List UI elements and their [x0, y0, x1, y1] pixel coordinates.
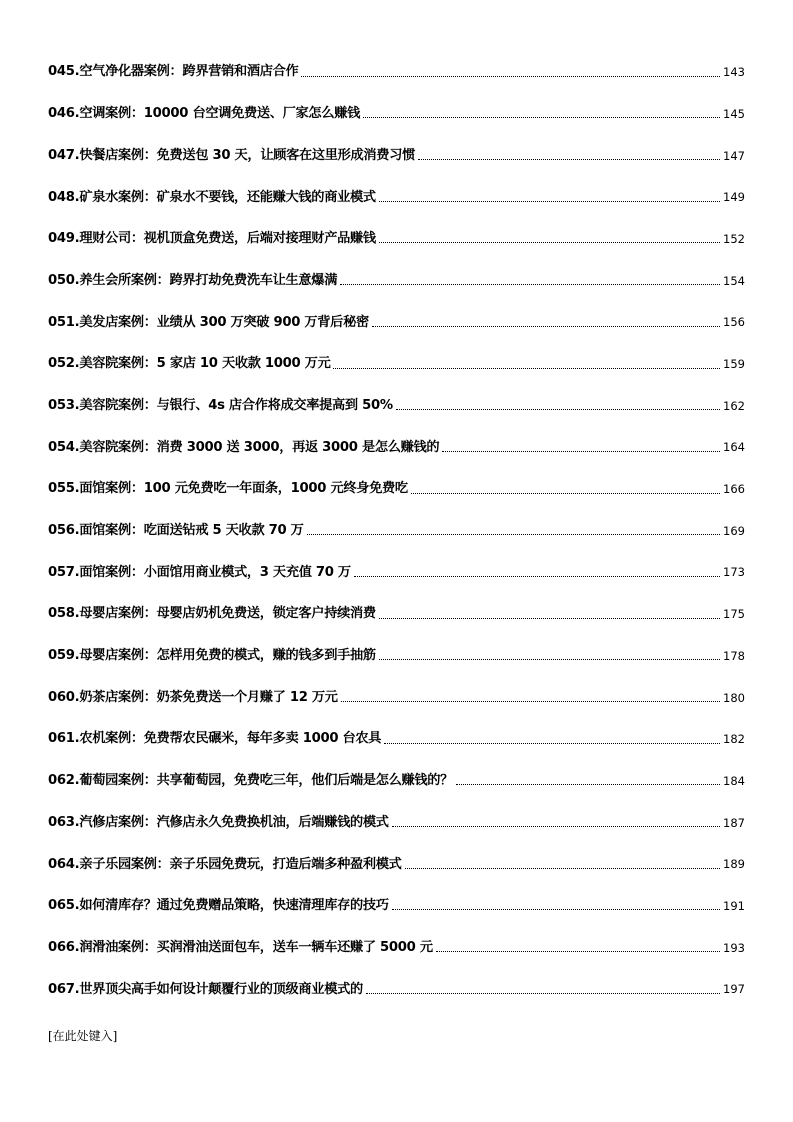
toc-entry-page: 197: [723, 982, 745, 997]
dot-leader: [456, 784, 720, 785]
toc-entry-title: 062.葡萄园案例：共享葡萄园，免费吃三年，他们后端是怎么赚钱的？: [48, 773, 454, 789]
dot-leader: [366, 993, 720, 994]
dot-leader: [379, 659, 720, 660]
dot-leader: [341, 701, 720, 702]
toc-entry-title: 064.亲子乐园案例：亲子乐园免费玩，打造后端多种盈利模式: [48, 856, 402, 872]
toc-entry-title: 061.农机案例：免费帮农民碾米，每年多卖 1000 台农具: [48, 731, 382, 747]
toc-entry[interactable]: [48, 266, 745, 308]
toc-entry-title: 053.美容院案例：与银行、4s 店合作将成交率提高到 50%: [48, 397, 393, 413]
dot-leader: [333, 368, 720, 369]
toc-entry[interactable]: [48, 517, 745, 559]
dot-leader: [379, 618, 720, 619]
dot-leader: [340, 284, 720, 285]
toc-entry-title: 055.面馆案例：100 元免费吃一年面条，1000 元终身免费吃: [48, 481, 408, 497]
toc-entry-title: 065.如何清库存？通过免费赠品策略，快速清理库存的技巧: [48, 898, 389, 914]
toc-entry-page: 159: [723, 357, 745, 371]
toc-entry[interactable]: [48, 850, 745, 892]
toc-entry[interactable]: [48, 642, 745, 684]
toc-entry[interactable]: [48, 808, 745, 850]
toc-entry-page: 152: [723, 231, 745, 246]
toc-entry-page: 169: [723, 523, 745, 538]
toc-entry[interactable]: [48, 58, 745, 100]
dot-leader: [354, 576, 720, 577]
toc-entry-page: 154: [723, 273, 745, 288]
dot-leader: [363, 117, 720, 118]
toc-entry-page: 149: [723, 190, 745, 205]
toc-entry[interactable]: [48, 100, 745, 142]
dot-leader: [392, 826, 720, 827]
toc-entry[interactable]: [48, 767, 745, 809]
toc-entry-page: 164: [723, 440, 745, 455]
dot-leader: [307, 534, 720, 535]
table-of-contents: [48, 58, 745, 1017]
toc-entry[interactable]: [48, 933, 745, 975]
toc-entry[interactable]: [48, 392, 745, 434]
toc-entry-title: 057.面馆案例：小面馆用商业模式，3 天充值 70 万: [48, 564, 351, 580]
toc-entry-page: 147: [723, 148, 745, 163]
toc-entry[interactable]: [48, 600, 745, 642]
toc-entry[interactable]: [48, 975, 745, 1017]
toc-entry-page: 180: [723, 690, 745, 705]
toc-entry[interactable]: [48, 183, 745, 225]
toc-entry-title: 050.养生会所案例：跨界打劫免费洗车让生意爆满: [48, 272, 338, 288]
toc-entry-title: 051.美发店案例：业绩从 300 万突破 900 万背后秘密: [48, 314, 369, 330]
dot-leader: [418, 159, 720, 160]
toc-entry-title: 052.美容院案例：5 家店 10 天收款 1000 万元: [48, 356, 331, 372]
toc-entry-page: 191: [723, 898, 745, 913]
toc-entry-page: 182: [723, 732, 745, 747]
toc-entry[interactable]: [48, 558, 745, 600]
toc-entry-page: 187: [723, 815, 745, 830]
toc-entry-title: 047.快餐店案例：免费送包 30 天，让顾客在这里形成消费习惯: [48, 147, 415, 163]
toc-entry-page: 162: [723, 398, 745, 413]
toc-entry-title: 060.奶茶店案例：奶茶免费送一个月赚了 12 万元: [48, 689, 338, 705]
toc-entry-title: 058.母婴店案例：母婴店奶机免费送，锁定客户持续消费: [48, 606, 376, 622]
dot-leader: [379, 201, 720, 202]
toc-entry[interactable]: [48, 475, 745, 517]
toc-entry-title: 046.空调案例：10000 台空调免费送、厂家怎么赚钱: [48, 106, 360, 122]
toc-entry-title: 045.空气净化器案例：跨界营销和酒店合作: [48, 64, 299, 80]
toc-entry-title: 067.世界顶尖高手如何设计颠覆行业的顶级商业模式的: [48, 981, 363, 997]
toc-entry-title: 054.美容院案例：消费 3000 送 3000，再返 3000 是怎么赚钱的: [48, 439, 440, 455]
toc-entry-title: 056.面馆案例：吃面送钻戒 5 天收款 70 万: [48, 523, 304, 539]
dot-leader: [372, 326, 720, 327]
dot-leader: [384, 743, 720, 744]
dot-leader: [442, 451, 720, 452]
toc-entry-page: 175: [723, 607, 745, 622]
toc-entry-title: 048.矿泉水案例：矿泉水不要钱，还能赚大钱的商业模式: [48, 189, 376, 205]
toc-entry[interactable]: [48, 725, 745, 767]
dot-leader: [396, 409, 720, 410]
toc-entry[interactable]: [48, 141, 745, 183]
dot-leader: [411, 493, 720, 494]
footer-placeholder-text: [在此处键入]: [48, 1029, 118, 1043]
toc-entry-page: 145: [723, 106, 745, 121]
toc-entry[interactable]: [48, 433, 745, 475]
toc-entry-page: 178: [723, 648, 745, 663]
toc-entry-page: 143: [723, 65, 745, 80]
toc-entry-page: 184: [723, 773, 745, 788]
toc-entry-page: 156: [723, 315, 745, 330]
dot-leader: [301, 76, 720, 77]
toc-entry-page: 173: [723, 565, 745, 580]
toc-entry-page: 166: [723, 482, 745, 497]
toc-entry-title: 059.母婴店案例：怎样用免费的模式，赚的钱多到手抽筋: [48, 648, 376, 664]
toc-entry-page: 189: [723, 857, 745, 872]
toc-entry[interactable]: [48, 350, 745, 392]
dot-leader: [392, 909, 720, 910]
toc-entry[interactable]: [48, 308, 745, 350]
toc-entry[interactable]: [48, 892, 745, 934]
toc-entry[interactable]: [48, 225, 745, 267]
toc-entry[interactable]: [48, 683, 745, 725]
toc-entry-title: 049.理财公司：视机顶盒免费送，后端对接理财产品赚钱: [48, 231, 376, 247]
toc-entry-title: 063.汽修店案例：汽修店永久免费换机油，后端赚钱的模式: [48, 814, 389, 830]
dot-leader: [436, 951, 720, 952]
toc-entry-page: 193: [723, 940, 745, 955]
dot-leader: [405, 868, 721, 869]
toc-entry-title: 066.润滑油案例：买润滑油送面包车，送车一辆车还赚了 5000 元: [48, 939, 433, 955]
dot-leader: [379, 242, 720, 243]
